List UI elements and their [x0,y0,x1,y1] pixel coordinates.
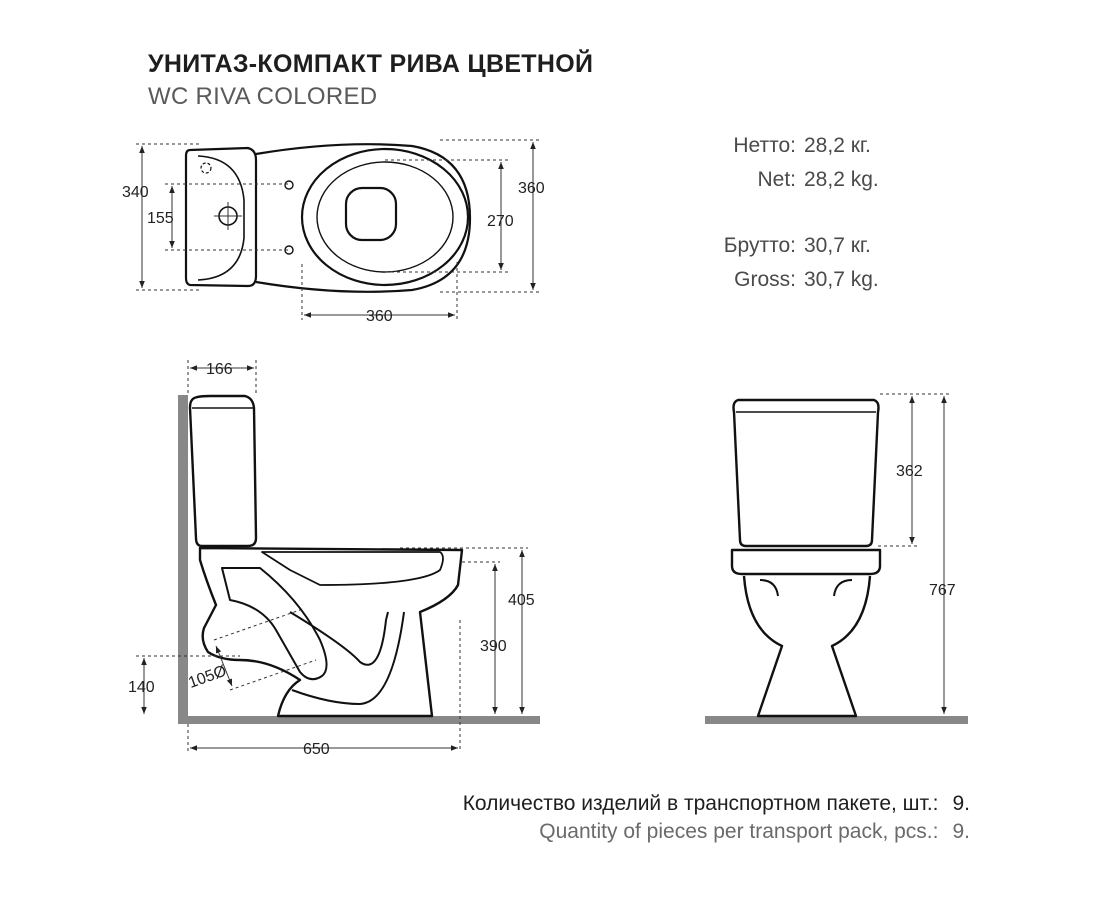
qty-per-pack-ru [463,792,970,816]
front-view [705,400,968,724]
top-view-seat-inner [317,162,453,272]
top-view-seat [302,149,468,285]
front-view-tank [734,400,879,546]
front-view-bowl [744,576,870,716]
dim-rim-height: 405 [508,592,535,609]
dim-drain-offset: 155 [147,210,174,227]
side-view [178,395,540,724]
front-floor [705,716,968,724]
front-view-seat-arc-left [760,580,778,596]
top-view [186,144,470,292]
top-view-tank [186,148,256,286]
dim-seat-height: 390 [480,638,507,655]
hinge-hole-icon [285,181,293,189]
gross-weight-ru-label: Брутто: [723,234,796,257]
top-view-bowl-opening [346,188,396,240]
dim-tank-height: 362 [896,463,923,480]
wall [178,395,188,718]
qty-per-pack-en-label: Quantity of pieces per transport pack, pcs.: [539,820,939,843]
gross-weight-en-value: 30,7 kg. [804,268,879,291]
net-weight-ru-label: Нетто: [733,134,796,157]
button-hole-icon [201,163,211,173]
dim-outlet-diameter: 105Ø [186,662,229,692]
dim-tank-depth: 166 [206,361,233,378]
front-view-seat-arc-right [834,580,852,596]
side-view-bowl [200,548,462,716]
net-weight-en-value: 28,2 kg. [804,168,879,191]
gross-weight-ru-value: 30,7 кг. [804,234,871,257]
dim-overall-width: 340 [122,184,149,201]
top-view-dim-lines [136,140,540,320]
page-subtitle: WC RIVA COLORED [148,83,378,110]
gross-weight-en-label: Gross: [734,268,796,291]
qty-per-pack-ru-label: Количество изделий в транспортном пакете, шт.: [462,792,939,815]
side-view-dim-lines [136,360,528,752]
net-weight-ru-value: 28,2 кг. [804,134,871,157]
floor [178,716,540,724]
dim-bowl-inner-width: 270 [487,213,514,230]
dim-total-height: 767 [929,582,956,599]
dim-total-length: 650 [303,741,330,758]
page-title: УНИТАЗ-КОМПАКТ РИВА ЦВЕТНОЙ [148,50,594,78]
net-weight-en-label: Net: [757,168,796,191]
dim-outlet-height: 140 [128,679,155,696]
qty-per-pack-en [539,820,970,844]
side-view-trapway [222,568,327,679]
dim-outer-width: 360 [518,180,545,197]
side-view-tank [190,396,256,546]
dim-mounting-span: 360 [366,308,393,325]
front-view-seat [732,550,880,574]
side-view-siphon [290,612,404,704]
front-view-dim-lines [878,394,950,714]
qty-per-pack-en-value: 9. [952,820,970,843]
side-view-rim [262,552,443,585]
qty-per-pack-ru-value: 9. [952,792,970,815]
